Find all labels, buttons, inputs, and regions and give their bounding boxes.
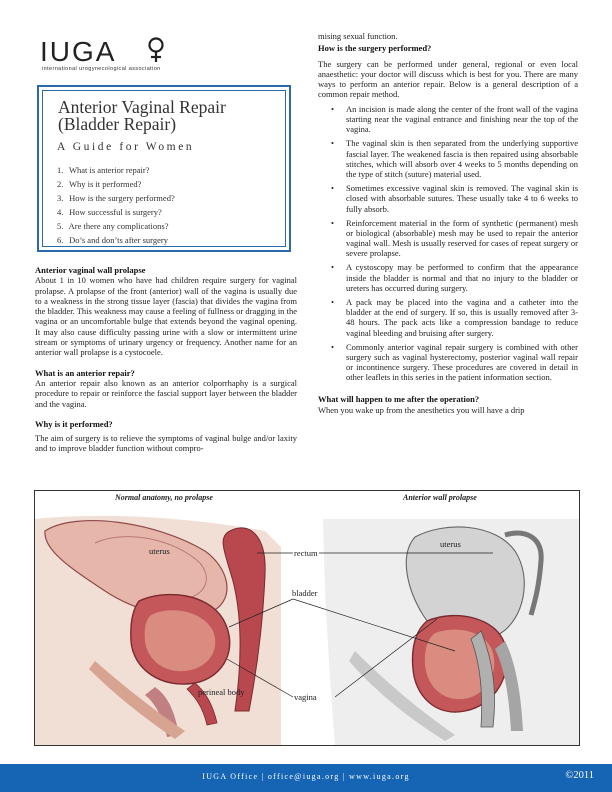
anatomy-figure (34, 490, 580, 746)
list-item: • A cystoscopy may be performed to confirm that the appearance inside the bladder is normal and that no injury to the bladder or ureters has occurred during surgery. (318, 262, 578, 293)
toc-item: 5. Are there any complications? (57, 221, 169, 232)
section-body-why: The aim of surgery is to relieve the symptoms of vaginal bulge and/or laxity and to improve bladder function without compro- (35, 433, 297, 454)
toc-item: 4. How successful is surgery? (57, 207, 162, 218)
title-box-inner-border (42, 90, 286, 247)
left-column (35, 265, 297, 454)
caption-anterior-prolapse: Anterior wall prolapse (403, 493, 477, 502)
footer-contact: IUGA Office | office@iuga.org | www.iuga.org (202, 772, 410, 781)
section-heading-how: How is the surgery performed? (318, 43, 432, 54)
footer-bar (0, 764, 612, 792)
anatomy-illustration (35, 491, 579, 745)
section-heading-why: Why is it performed? (35, 418, 113, 429)
title-box (37, 85, 291, 252)
document-title (58, 99, 226, 133)
female-symbol-icon (146, 36, 166, 66)
label-uterus-normal: uterus (149, 546, 170, 556)
section-heading-after: What will happen to me after the operation? (318, 394, 480, 405)
copyright: ©2011 (565, 770, 594, 781)
label-bladder: bladder (292, 588, 318, 598)
right-column (318, 31, 578, 415)
label-vagina: vagina (294, 692, 317, 702)
logo-wordmark: IUGA (40, 36, 117, 67)
section-body-after: When you wake up from the anesthetics you will have a drip (318, 404, 525, 415)
label-uterus-prolapse: uterus (440, 539, 461, 549)
caption-normal-anatomy: Normal anatomy, no prolapse (115, 493, 213, 502)
toc-item: 6. Do’s and don’ts after surgery (57, 235, 168, 246)
list-item: • Sometimes excessive vaginal skin is removed. The vaginal skin is closed with absorbable sutures. These usually take 4 to 6 weeks to fully absorb. (318, 183, 578, 214)
list-item: • Reinforcement material in the form of synthetic (permanent) mesh or biological (absorbable) mesh may be used to repair the anterior vaginal wall. Mesh is usually reserved for cases of repeat surgery or severe prolapse. (318, 218, 578, 259)
title-line-1: Anterior Vaginal Repair (58, 97, 226, 117)
procedure-steps-list (318, 104, 578, 383)
label-rectum: rectum (294, 548, 318, 558)
document-subtitle: A Guide for Women (57, 141, 195, 153)
iuga-logo (40, 36, 220, 76)
logo-subtitle: international urogynecological association (42, 66, 161, 72)
section-heading-what-is: What is an anterior repair? (35, 367, 135, 378)
table-of-contents (57, 163, 175, 248)
continued-text: mising sexual function. (318, 31, 398, 41)
label-perineal-body: perineal body (198, 687, 245, 697)
toc-item: 2. Why is it performed? (57, 179, 142, 190)
title-line-2: (Bladder Repair) (58, 114, 177, 134)
list-item: • Commonly anterior vaginal repair surgery is combined with other surgery such as vaginal hysterectomy, posterior vaginal wall repair or incontinence surgery. These procedures are covered in detail in other leaflets in this series in the patient information section. (318, 342, 578, 383)
toc-item: 1. What is anterior repair? (57, 165, 150, 175)
section-body-what-is: An anterior repair also known as an anterior colporrhaphy is a surgical procedure to repair or reinforce the fascial support layer between the bladder and the vagina. (35, 377, 297, 409)
toc-item: 3. How is the surgery performed? (57, 193, 175, 204)
list-item: • An incision is made along the center of the front wall of the vagina starting near the vaginal entrance and finishing near the top of the vagina. (318, 104, 578, 135)
section-heading-prolapse: Anterior vaginal wall prolapse (35, 265, 146, 275)
section-body-how: The surgery can be performed under general, regional or even local anaesthetic: your doctor will discuss which is best for you. There are many ways to perform an anterior repair. Below is a general description of a common repair method. (318, 58, 578, 100)
list-item: • The vaginal skin is then separated from the underlying supportive fascial layer. The weakened fascia is then repaired using absorbable stitches, which will absorb over 4 weeks to 5 months depending on the type of stitch (suture) material used. (318, 138, 578, 179)
list-item: • A pack may be placed into the vagina and a catheter into the bladder at the end of surgery. If so, this is usually removed after 3-48 hours. The pack acts like a compression bandage to reduce vaginal bleeding and bruising after surgery. (318, 297, 578, 338)
section-body-prolapse: About 1 in 10 women who have had children require surgery for vaginal prolapse. A prolapse of the front (anterior) wall of the vagina is usually due to a weakness in the strong tissue layer (fascia) that divides the vagina from the bladder. This weakness may cause a feeling of fullness or dragging in the vagina or an uncomfortable bulge that extends beyond the vaginal opening. It may also cause difficulty passing urine with a slow or intermittent urine stream or symptoms of urinary urgency or frequency. Another name for an anterior wall prolapse is a cystocoele. (35, 275, 297, 358)
